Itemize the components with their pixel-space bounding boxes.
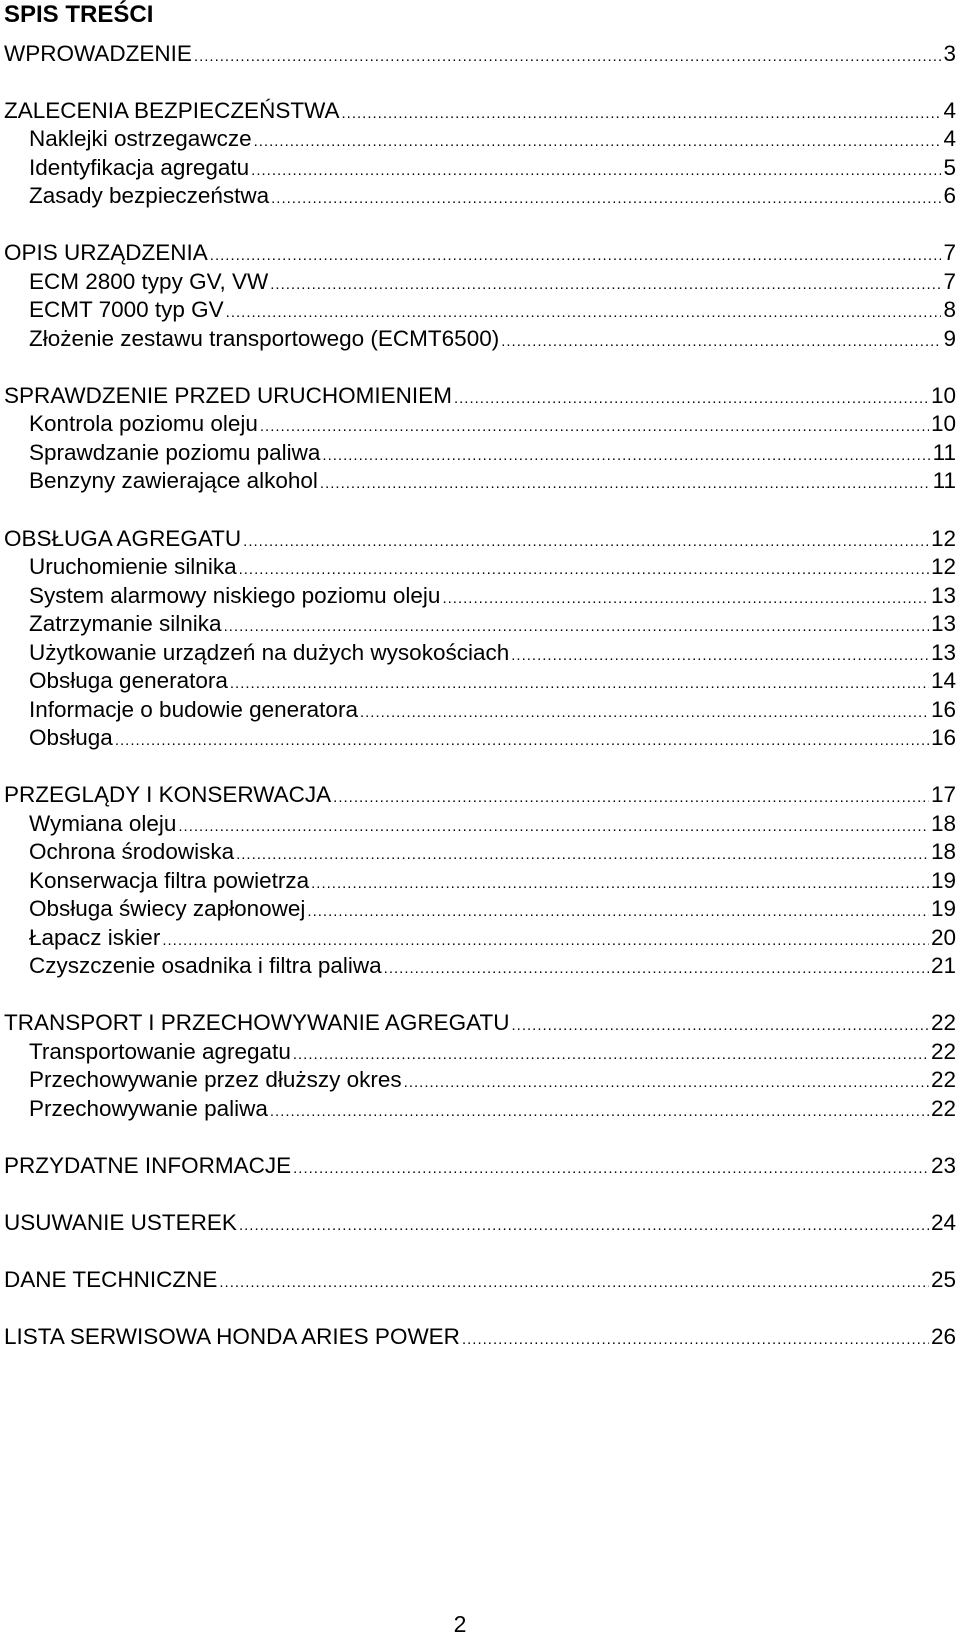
toc-entry [29, 723, 956, 753]
toc-entry [29, 666, 956, 696]
toc-dot-leader [224, 612, 929, 639]
toc-dot-leader [254, 127, 942, 154]
toc-entry-page-number: 7 [943, 240, 956, 265]
toc-entry-page-number: 11 [932, 440, 956, 465]
toc-entry-page-number: 7 [943, 269, 956, 294]
toc-dot-leader [236, 840, 929, 867]
toc-entry-title: Zatrzymanie silnika [29, 611, 222, 636]
toc-dot-leader [384, 954, 929, 981]
toc-dot-leader [293, 1040, 929, 1067]
toc-entry-title: Identyfikacja agregatu [29, 155, 250, 180]
toc-dot-leader [511, 641, 929, 668]
toc-entry [29, 324, 956, 354]
toc-entry-title: TRANSPORT I PRZECHOWYWANIE AGREGATU [4, 1010, 510, 1035]
toc-entry-page-number: 4 [943, 98, 956, 123]
toc-entry [29, 1065, 956, 1095]
toc-entry-page-number: 13 [930, 583, 956, 608]
toc-entry-page-number: 22 [930, 1010, 956, 1035]
toc-entry-title: ZALECENIA BEZPIECZEŃSTWA [4, 98, 340, 123]
toc-entry-page-number: 26 [930, 1324, 956, 1349]
toc-dot-leader [320, 469, 931, 496]
toc-entry-page-number: 13 [930, 640, 956, 665]
toc-entry-title: Łapacz iskier [29, 925, 161, 950]
toc-entry [29, 951, 956, 981]
toc-entry [29, 409, 956, 439]
toc-entry [4, 1008, 956, 1038]
toc-entry-title: Obsługa generatora [29, 668, 228, 693]
toc-entry-page-number: 8 [943, 297, 956, 322]
toc-dot-leader [239, 555, 929, 582]
toc-entry-title: Przechowywanie przez dłuższy okres [29, 1067, 402, 1092]
toc-entry-title: Kontrola poziomu oleju [29, 411, 258, 436]
toc-entry-title: OPIS URZĄDZENIA [4, 240, 208, 265]
toc-dot-leader [307, 897, 929, 924]
toc-entry [29, 581, 956, 611]
toc-entry [29, 638, 956, 668]
toc-entry [4, 39, 956, 69]
toc-entry-page-number: 5 [943, 155, 956, 180]
toc-entry-page-number: 14 [930, 668, 956, 693]
toc-entry [29, 923, 956, 953]
toc-dot-leader [270, 1097, 929, 1124]
page-number: 2 [453, 1611, 467, 1637]
toc-entry-page-number: 18 [930, 811, 956, 836]
toc-entry-page-number: 24 [930, 1210, 956, 1235]
toc-entry-title: Ochrona środowiska [29, 839, 235, 864]
toc-entry-page-number: 19 [930, 868, 956, 893]
toc-dot-leader [219, 1268, 929, 1295]
toc-entry [29, 837, 956, 867]
toc-entry-page-number: 12 [930, 554, 956, 579]
toc-entry [29, 1094, 956, 1124]
toc-entry-page-number: 13 [930, 611, 956, 636]
toc-entry-title: OBSŁUGA AGREGATU [4, 526, 242, 551]
toc-dot-leader [511, 1011, 928, 1038]
toc-entry-title: DANE TECHNICZNE [4, 1267, 218, 1292]
toc-entry [29, 609, 956, 639]
toc-entry-title: Obsługa [29, 725, 113, 750]
toc-entry [4, 1208, 956, 1238]
toc-entry-page-number: 21 [930, 953, 956, 978]
toc-entry-title: Obsługa świecy zapłonowej [29, 896, 306, 921]
toc-entry [29, 552, 956, 582]
toc-entry [4, 1265, 956, 1295]
toc-entry-title: Sprawdzanie poziomu paliwa [29, 440, 321, 465]
toc-dot-leader [115, 726, 929, 753]
toc-dot-leader [341, 99, 941, 126]
toc-entry-page-number: 23 [930, 1153, 956, 1178]
toc-entry [4, 780, 956, 810]
toc-entry-page-number: 4 [943, 126, 956, 151]
toc-dot-leader [333, 783, 929, 810]
toc-entry-page-number: 10 [930, 411, 956, 436]
toc-dot-leader [311, 869, 929, 896]
toc-entry-title: Transportowanie agregatu [29, 1039, 291, 1064]
toc-entry-title: Czyszczenie osadnika i filtra paliwa [29, 953, 382, 978]
toc-entry [29, 809, 956, 839]
toc-entry-page-number: 18 [930, 839, 956, 864]
toc-entry [29, 1037, 956, 1067]
toc-entry-page-number: 11 [932, 468, 956, 493]
toc-dot-leader [260, 412, 929, 439]
toc-dot-leader [162, 926, 929, 953]
toc-entry-title: Wymiana oleju [29, 811, 177, 836]
toc-entry-page-number: 22 [930, 1067, 956, 1092]
toc-entry-title: Złożenie zestawu transportowego (ECMT6500) [29, 326, 500, 351]
toc-entry-page-number: 10 [930, 383, 956, 408]
toc-entry-title: SPRAWDZENIE PRZED URUCHOMIENIEM [4, 383, 452, 408]
toc-entry-title: PRZYDATNE INFORMACJE [4, 1153, 292, 1178]
toc-entry [29, 267, 956, 297]
toc-title: SPIS TREŚCI [4, 1, 154, 28]
toc-entry-title: ECM 2800 typy GV, VW [29, 269, 269, 294]
toc-entry-title: Użytkowanie urządzeń na dużych wysokościach [29, 640, 510, 665]
toc-dot-leader [454, 384, 929, 411]
toc-dot-leader [293, 1154, 929, 1181]
toc-entry-page-number: 3 [943, 41, 956, 66]
toc-entry [4, 96, 956, 126]
toc-entry-title: PRZEGLĄDY I KONSERWACJA [4, 782, 332, 807]
toc-entry-page-number: 9 [943, 326, 956, 351]
toc-entry-title: ECMT 7000 typ GV [29, 297, 224, 322]
toc-dot-leader [501, 327, 941, 354]
toc-dot-leader [210, 241, 942, 268]
toc-entry-title: USUWANIE USTEREK [4, 1210, 237, 1235]
toc-entry [4, 1151, 956, 1181]
toc-entry-title: Przechowywanie paliwa [29, 1096, 268, 1121]
toc-dot-leader [226, 298, 942, 325]
toc-entry-title: Zasady bezpieczeństwa [29, 183, 270, 208]
toc-dot-leader [194, 42, 942, 69]
toc-entry-title: Benzyny zawierające alkohol [29, 468, 318, 493]
toc-dot-leader [251, 156, 941, 183]
toc-entry [4, 381, 956, 411]
toc-dot-leader [462, 1325, 929, 1352]
toc-entry [4, 1322, 956, 1352]
toc-dot-leader [230, 669, 929, 696]
toc-entry [4, 524, 956, 554]
toc-entry [29, 695, 956, 725]
toc-entry-page-number: 12 [930, 526, 956, 551]
toc-dot-leader [239, 1211, 929, 1238]
toc-entry [29, 153, 956, 183]
toc-entry [29, 438, 956, 468]
toc-entry [29, 894, 956, 924]
toc-entry-title: Informacje o budowie generatora [29, 697, 358, 722]
toc-entry-page-number: 6 [943, 183, 956, 208]
toc-entry-page-number: 19 [930, 896, 956, 921]
toc-entry [29, 124, 956, 154]
toc-entry [4, 238, 956, 268]
toc-entry-page-number: 20 [930, 925, 956, 950]
toc-dot-leader [271, 184, 941, 211]
toc-entry [29, 466, 956, 496]
toc-dot-leader [243, 527, 929, 554]
toc-entry-page-number: 22 [930, 1096, 956, 1121]
toc-dot-leader [322, 441, 930, 468]
toc-entry-page-number: 25 [930, 1267, 956, 1292]
toc-entry-page-number: 17 [930, 782, 956, 807]
toc-dot-leader [404, 1068, 929, 1095]
toc-entry [29, 295, 956, 325]
toc-dot-leader [442, 584, 929, 611]
toc-entry-title: Konserwacja filtra powietrza [29, 868, 310, 893]
toc-entry [29, 866, 956, 896]
toc-entry-page-number: 16 [930, 697, 956, 722]
toc-dot-leader [270, 270, 941, 297]
toc-entry-title: Uruchomienie silnika [29, 554, 237, 579]
toc-entry-title: Naklejki ostrzegawcze [29, 126, 252, 151]
toc-entry-title: LISTA SERWISOWA HONDA ARIES POWER [4, 1324, 460, 1349]
toc-dot-leader [178, 812, 929, 839]
toc-dot-leader [360, 698, 929, 725]
toc-entry [29, 181, 956, 211]
toc-entry-page-number: 16 [930, 725, 956, 750]
toc-entry-title: System alarmowy niskiego poziomu oleju [29, 583, 441, 608]
toc-entry-title: WPROWADZENIE [4, 41, 192, 66]
toc-entry-page-number: 22 [930, 1039, 956, 1064]
